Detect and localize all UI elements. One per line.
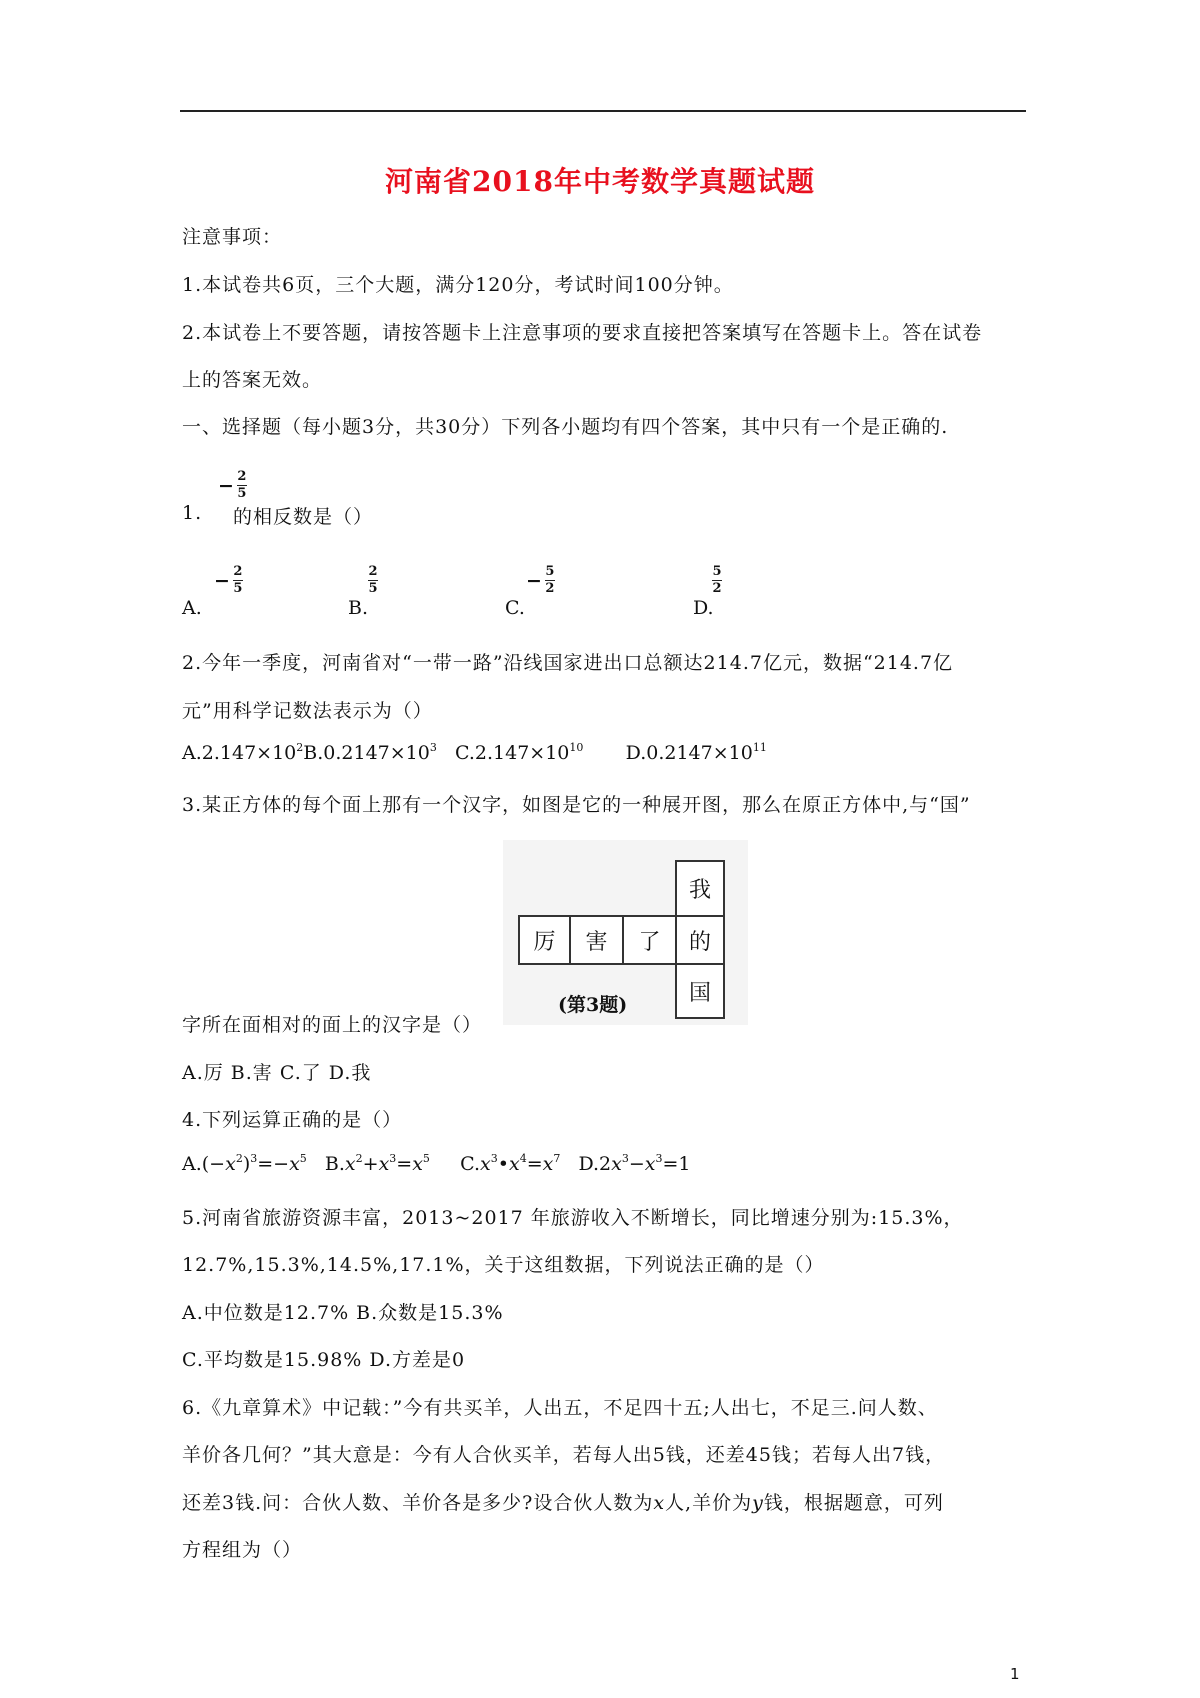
q6-line-2: 羊价各几何？”其大意是：今有人合伙买羊，若每人出5钱，还差45钱；若每人出7钱，: [182, 1444, 946, 1466]
q2-line-1: 2.今年一季度，河南省对“一带一路”沿线国家进出口总额达214.7亿元，数据“214.7亿: [182, 652, 954, 674]
q2-option-d: D.0.2147×10: [625, 742, 753, 764]
q5-options-1: A.中位数是12.7% B.众数是15.3%: [182, 1302, 504, 1324]
q6-line-4: 方程组为（）: [182, 1539, 303, 1561]
net-cell-de: 的: [675, 915, 725, 965]
section-1-heading: 一、选择题（每小题3分，共30分）下列各小题均有四个答案，其中只有一个是正确的.: [182, 416, 949, 438]
q2-option-c-exp: 10: [569, 741, 584, 754]
q2-option-a-exp: 2: [296, 741, 304, 754]
notice-heading: 注意事项：: [182, 226, 283, 248]
q2-line-2: 元”用科学记数法表示为（）: [182, 700, 433, 722]
q2-options: [182, 742, 767, 764]
q6-line-3-a: 还差3钱.问：合伙人数、羊价各是多少?设合伙人数为: [182, 1492, 654, 1514]
q1-number: 1.: [182, 502, 203, 524]
net-cell-wo: 我: [675, 860, 725, 917]
q3-line-1: 3.某正方体的每个面上那有一个汉字，如图是它的一种展开图，那么在原正方体中,与“国”: [182, 794, 971, 816]
q4-options: $A.(-x^2)^3=-x^5$ $B.x^2+x^3=x^5$ $C.x^3•x^4=x^7$ $D.2x^3-x^3=1$: [182, 1152, 691, 1175]
q6-var-y: y: [752, 1492, 764, 1514]
q1-option-c-fraction: [526, 565, 555, 596]
q6-line-3: [182, 1488, 944, 1515]
q1-option-a-label: A.: [182, 597, 202, 619]
net-cell-guo: 国: [675, 963, 725, 1019]
header-rule: [180, 110, 1026, 112]
q6-line-3-b: 人,羊价为: [665, 1492, 753, 1514]
q2-option-d-exp: 11: [752, 741, 767, 754]
q1-option-d-fraction: [712, 565, 722, 596]
q5-options-2: C.平均数是15.98% D.方差是0: [182, 1349, 466, 1371]
q1-option-b-fraction: [368, 565, 378, 596]
q5-line-1: 5.河南省旅游资源丰富，2013~2017 年旅游收入不断增长，同比增速分别为:15.3%，: [182, 1207, 964, 1229]
q2-option-c: C.2.147×10: [454, 742, 570, 764]
q3-line-2: 字所在面相对的面上的汉字是（）: [182, 1014, 483, 1036]
notice-item-1: 1.本试卷共6页，三个大题，满分120分，考试时间100分钟。: [182, 274, 734, 296]
q1-frac-num: 2: [237, 469, 247, 484]
q6-line-3-c: 钱，根据题意，可列: [763, 1492, 944, 1514]
q5-line-2: 12.7%,15.3%,14.5%,17.1%，关于这组数据，下列说法正确的是（）: [182, 1254, 825, 1276]
notice-item-2-line-1: 2.本试卷上不要答题，请按答题卡上注意事项的要求直接把答案填写在答题卡上。答在试卷: [182, 322, 983, 344]
q2-option-a: A.2.147×10: [182, 742, 297, 764]
q6-line-1: 6.《九章算术》中记载：”今有共买羊，人出五，不足四十五;人出七，不足三.问人数、: [182, 1397, 938, 1419]
q1-option-b-den: 5: [368, 581, 378, 596]
q3-options: A.厉 B.害 C.了 D.我: [182, 1062, 372, 1084]
q1-option-c-minus: −: [526, 569, 542, 592]
q2-option-b-exp: 3: [429, 741, 437, 754]
q1-option-a-minus: −: [214, 569, 230, 592]
net-cell-hai: 害: [569, 915, 624, 965]
q4-stem: 4.下列运算正确的是（）: [182, 1109, 403, 1131]
q1-option-c-num: 5: [545, 564, 555, 579]
q1-option-d-num: 5: [712, 564, 722, 579]
q1-option-c-label: C.: [505, 597, 525, 619]
page-title: 河南省2018年中考数学真题试题: [385, 165, 815, 198]
cube-net-figure: [503, 840, 748, 1025]
q1-frac-den: 5: [237, 486, 247, 501]
q2-option-b: B.0.2147×10: [303, 742, 430, 764]
figure-caption: (第3题): [558, 994, 628, 1016]
q1-option-a-num: 2: [233, 564, 243, 579]
net-cell-li: 厉: [518, 915, 571, 965]
q1-option-b-label: B.: [348, 597, 369, 619]
q1-option-c-den: 2: [545, 581, 555, 596]
q1-option-a-fraction: [214, 565, 243, 596]
q1-option-d-den: 2: [712, 581, 722, 596]
q1-stem: 的相反数是（）: [233, 506, 374, 528]
q1-option-b-num: 2: [368, 564, 378, 579]
q1-minus: −: [218, 474, 234, 497]
q1-option-a-den: 5: [233, 581, 243, 596]
q1-option-d-label: D.: [693, 597, 714, 619]
q1-fraction: [218, 470, 247, 501]
notice-item-2-line-2: 上的答案无效。: [182, 369, 323, 391]
page-number: 1: [1010, 1665, 1020, 1683]
q6-var-x: x: [653, 1492, 666, 1514]
net-cell-le: 了: [622, 915, 677, 965]
